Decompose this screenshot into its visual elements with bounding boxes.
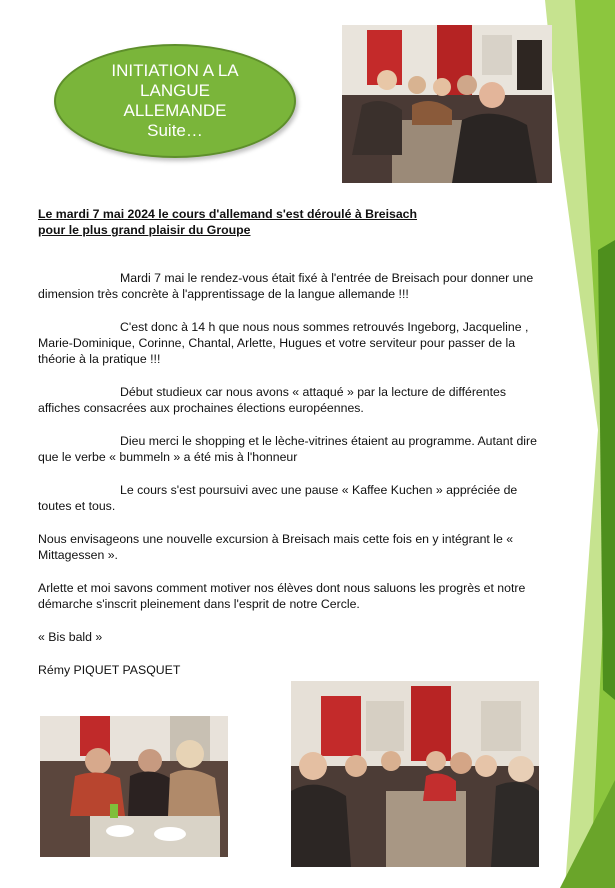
- title-line-2: LANGUE: [140, 81, 210, 100]
- title-ellipse: [54, 44, 296, 158]
- group-photo-top: [342, 25, 552, 183]
- paragraph-1: Mardi 7 mai le rendez-vous était fixé à l'entrée de Breisach pour donner une dimension très concrète à l'apprentissage de la langue allemande !!!: [38, 271, 534, 301]
- title-line-3: ALLEMANDE: [123, 101, 227, 120]
- cafe-photo-bottom-left: [40, 716, 228, 857]
- paragraph-4: Dieu merci le shopping et le lèche-vitrines étaient au programme. Autant dire que le verbe « bummeln » a été mis à l'honneur: [38, 434, 537, 464]
- article-heading-line-2: pour le plus grand plaisir du Groupe: [38, 223, 251, 237]
- article-body: [38, 206, 548, 695]
- paragraph-6: Nous envisageons une nouvelle excursion à Breisach mais cette fois en y intégrant le « Mittagessen ».: [38, 532, 514, 562]
- group-photo-bottom-right: [291, 681, 539, 867]
- title-line-4: Suite…: [147, 121, 203, 140]
- paragraph-7: Arlette et moi savons comment motiver nos élèves dont nous saluons les progrès et notre démarche s'inscrit pleinement dans l'esprit de notre Cercle.: [38, 581, 526, 611]
- article-heading-line-1: Le mardi 7 mai 2024 le cours d'allemand s'est déroulé à Breisach: [38, 207, 418, 221]
- paragraph-2: C'est donc à 14 h que nous nous sommes retrouvés Ingeborg, Jacqueline , Marie-Dominique, Corinne, Chantal, Arlette, Hugues et votre serviteur pour passer de la théorie à la pratique !!!: [38, 320, 529, 366]
- author-signature: Rémy PIQUET PASQUET: [38, 663, 181, 677]
- closing-phrase: « Bis bald »: [38, 630, 103, 644]
- paragraph-5: Le cours s'est poursuivi avec une pause « Kaffee Kuchen » appréciée de toutes et tous.: [38, 483, 518, 513]
- paragraph-3: Début studieux car nous avons « attaqué » par la lecture de différentes affiches consacrées aux prochaines élections européennes.: [38, 385, 507, 415]
- title-line-1: INITIATION A LA: [111, 61, 239, 80]
